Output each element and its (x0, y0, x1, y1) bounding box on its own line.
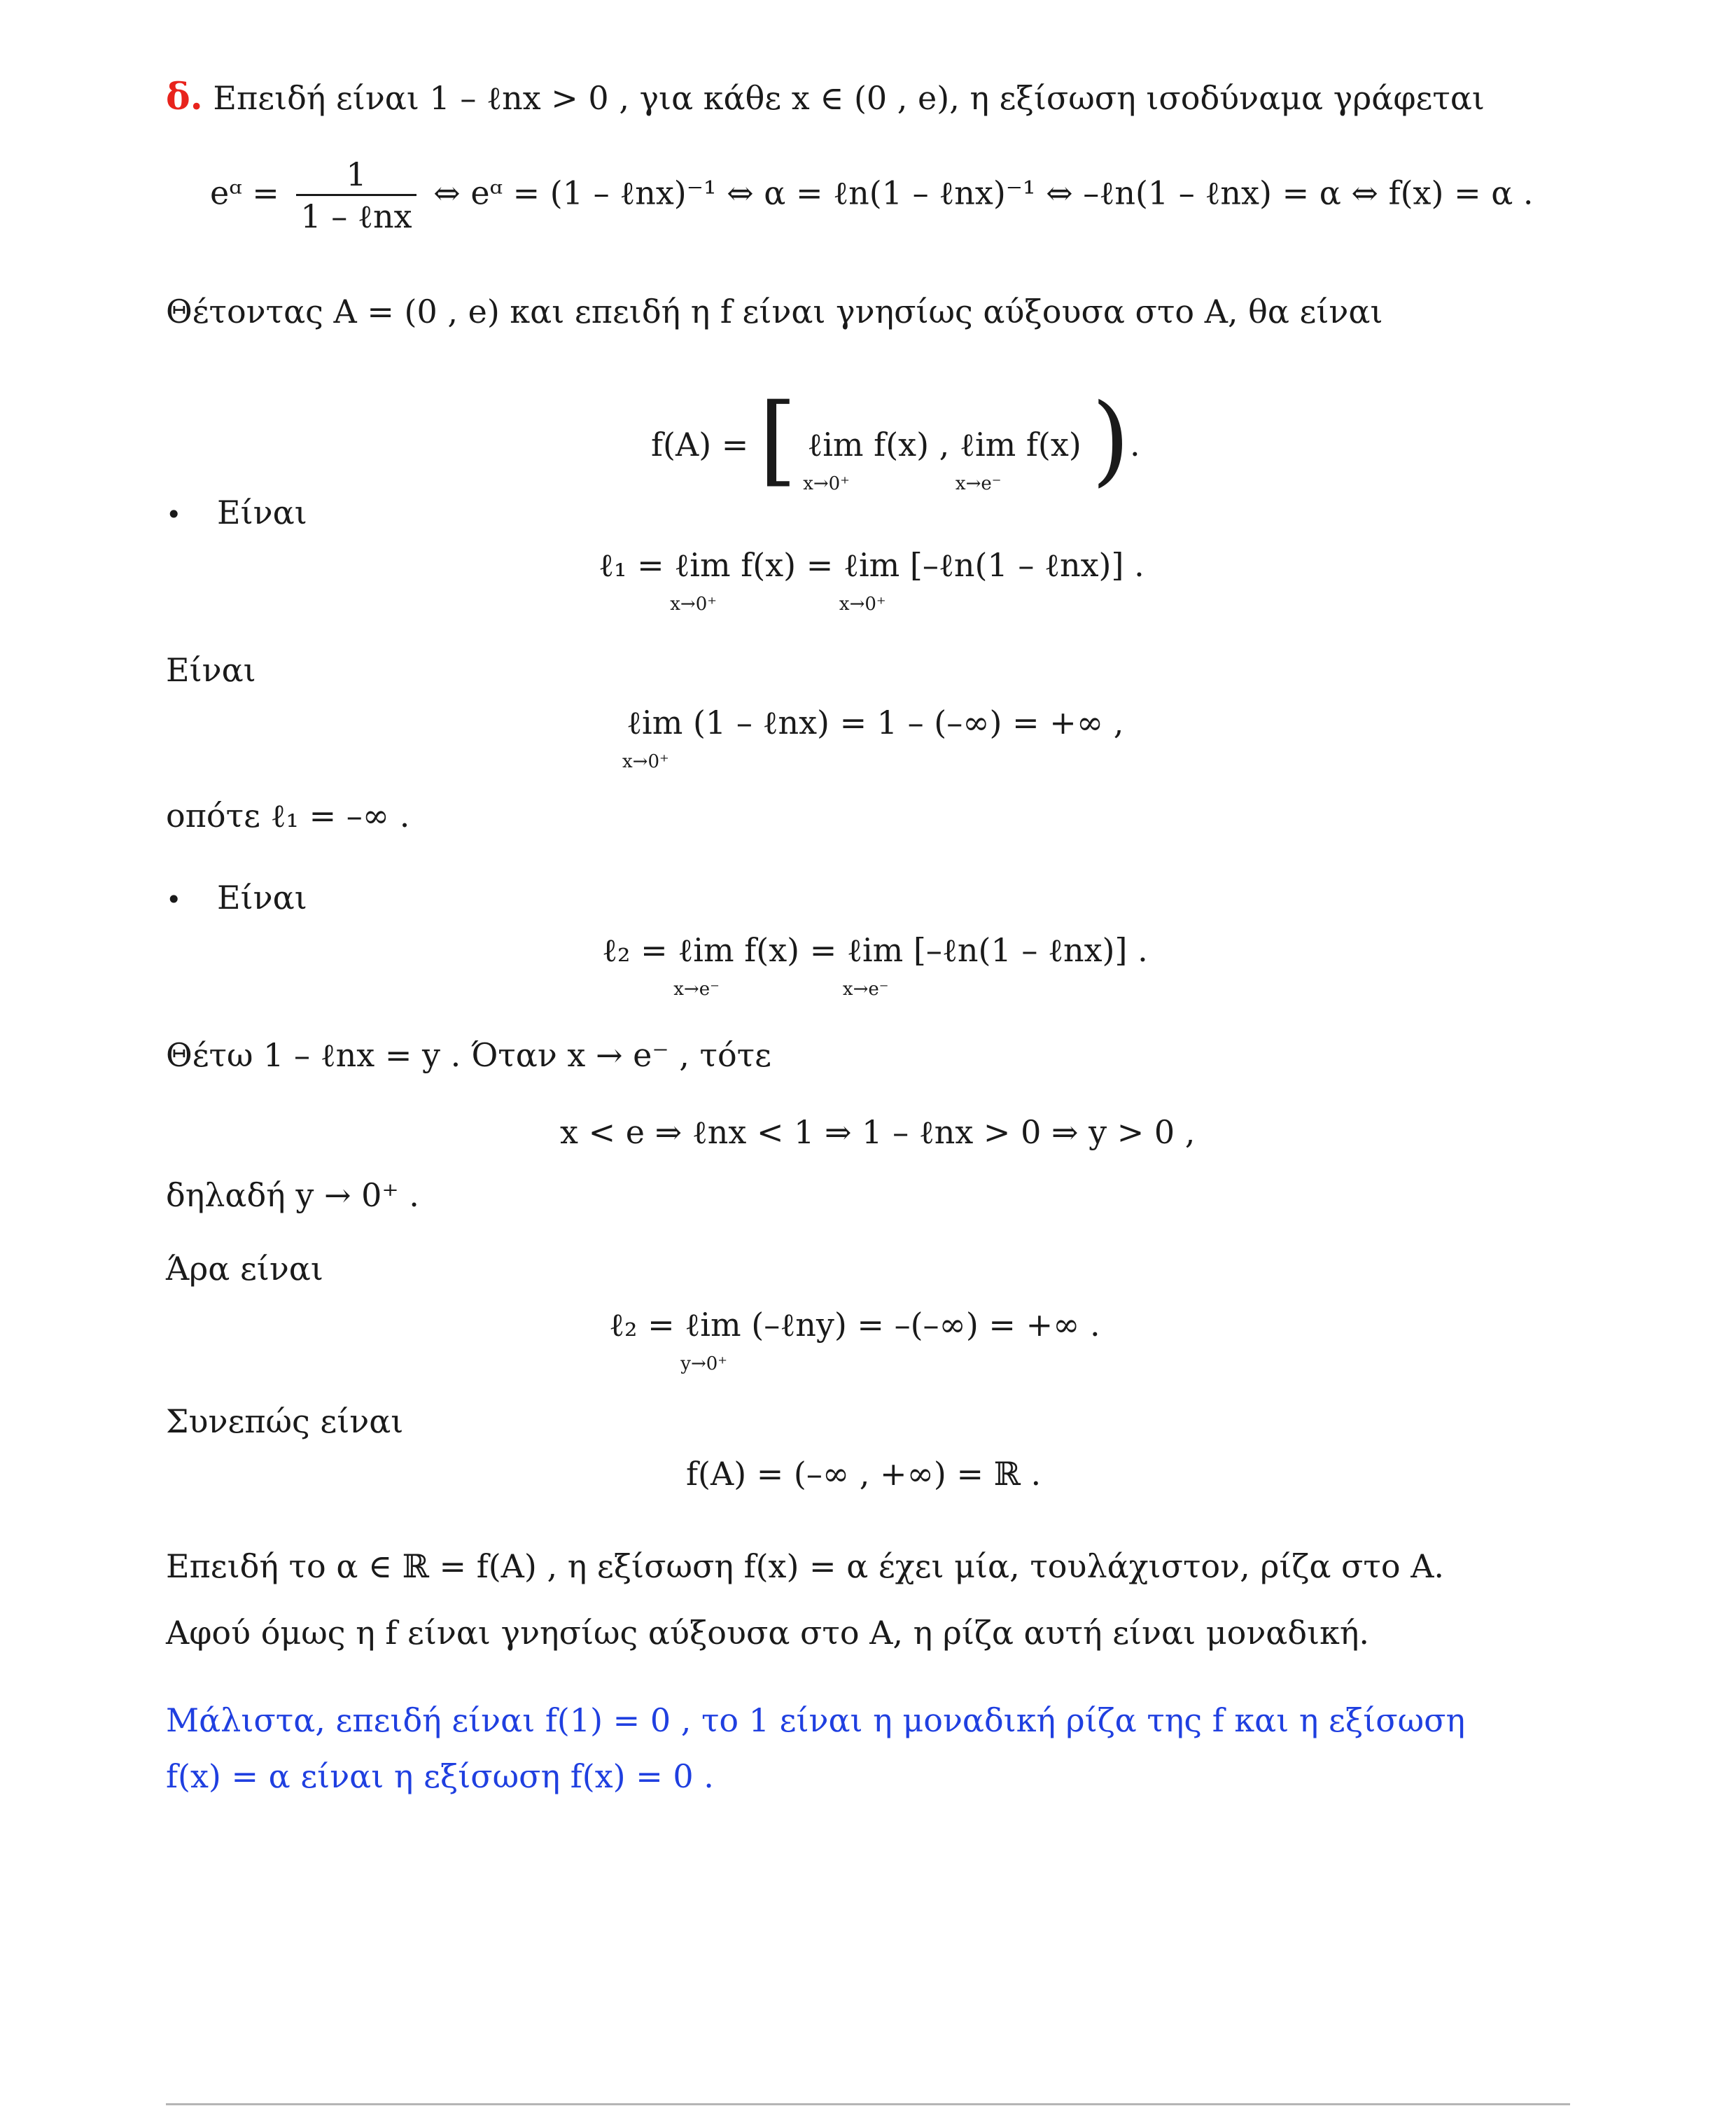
l2-left: ℓ₂ = (602, 931, 668, 969)
eq1-denominator: 1 – ℓnx (296, 194, 416, 236)
footer-divider (166, 2103, 1570, 2105)
bullet-item-2 (166, 879, 307, 917)
inner-limit (622, 704, 1124, 772)
synepos-text: Συνεπώς είναι (166, 1402, 404, 1440)
inner-limit-expr: ℓim (1 – ℓnx) = 1 – (–∞) = +∞ , (626, 704, 1124, 741)
fa-comma: , (939, 426, 950, 463)
equation-fa-reals (686, 1455, 1041, 1493)
eq1-rest: ⇔ eᵅ = (1 – ℓnx)⁻¹ ⇔ α = ℓn(1 – ℓnx)⁻¹ ⇔ –ℓn(1 – ℓnx) = α ⇔ f(x) = α . (433, 174, 1534, 212)
l1-limit-2-expr: ℓim [–ℓn(1 – ℓnx)] . (843, 546, 1144, 584)
l2b-left: ℓ₂ = (609, 1306, 675, 1344)
paragraph-uniqueness (166, 1614, 1369, 1652)
paragraph-substitution (166, 1036, 771, 1075)
note-text-2: f(x) = α είναι η εξίσωση f(x) = 0 . (166, 1757, 714, 1795)
equation-implication-chain (560, 1113, 1195, 1152)
l2-limit-2-expr: ℓim [–ℓn(1 – ℓnx)] . (846, 931, 1148, 969)
section-label: δ. (166, 76, 203, 118)
paragraph-intro (166, 76, 1485, 119)
l2b-limit-expr: ℓim (–ℓny) = –(–∞) = +∞ . (685, 1306, 1100, 1344)
paragraph-opote (166, 797, 410, 835)
l2b-limit (680, 1306, 1100, 1374)
limit-at-zero-sub: x→0⁺ (803, 473, 850, 494)
uniqueness-text: Αφού όμως η f είναι γνησίως αύξουσα στο A, η ρίζα αυτή είναι μοναδική. (166, 1614, 1370, 1652)
einai-text: Είναι (166, 651, 256, 689)
l2-limit-2 (842, 931, 1148, 1000)
paragraph-dilady (166, 1176, 419, 1215)
set-a-text: Θέτοντας A = (0 , e) και επειδή η f είναι γνησίως αύξουσα στο A, θα είναι (166, 293, 1383, 330)
l2-limit-1 (673, 931, 837, 1000)
paragraph-synepos (166, 1402, 403, 1441)
bracket-open: [ (758, 383, 797, 497)
l2-limit-1-expr: ℓim f(x) = (678, 931, 837, 969)
bullet-text: Είναι (217, 494, 307, 531)
limit-at-zero-expr: ℓim f(x) (807, 426, 930, 463)
ara-text: Άρα είναι (166, 1250, 323, 1288)
implication-chain: x < e ⇒ ℓnx < 1 ⇒ 1 – ℓnx > 0 ⇒ y > 0 , (560, 1113, 1196, 1151)
l2-limit-1-sub: x→e⁻ (673, 979, 720, 1000)
bullet-mark: • (166, 884, 182, 915)
existence-text: Επειδή το α ∈ ℝ = f(A) , η εξίσωση f(x) = α έχει μία, τουλάχιστον, ρίζα στο A. (166, 1547, 1445, 1585)
fa-reals: f(A) = (–∞ , +∞) = ℝ . (686, 1455, 1042, 1493)
paragraph-ara (166, 1250, 323, 1288)
l1-limit-1-sub: x→0⁺ (670, 594, 717, 615)
eq1-fraction (296, 155, 416, 236)
limit-at-e-expr: ℓim f(x) (959, 426, 1082, 463)
limit-at-e (955, 426, 1082, 494)
equation-limit-inner (622, 704, 1124, 772)
fa-left: f(A) = (651, 426, 749, 463)
paragraph-einai (166, 651, 256, 690)
l1-limit-1-expr: ℓim f(x) = (674, 546, 834, 584)
limit-at-e-sub: x→e⁻ (955, 473, 1002, 494)
inner-limit-sub: x→0⁺ (622, 751, 669, 772)
paragraph-existence (166, 1547, 1444, 1586)
note-text-1: Μάλιστα, επειδή είναι f(1) = 0 , το 1 είναι η μοναδική ρίζα της f και η εξίσωση (166, 1701, 1466, 1739)
bullet-text: Είναι (217, 879, 307, 916)
l1-limit-1 (670, 546, 834, 615)
paragraph-set-a (166, 293, 1382, 331)
dilady-text: δηλαδή y → 0⁺ . (166, 1176, 419, 1214)
bullet-item-1 (166, 494, 307, 532)
eq1-numerator: 1 (346, 155, 367, 193)
note-line-2 (166, 1757, 714, 1796)
l1-limit-2-sub: x→0⁺ (839, 594, 886, 615)
opote-text: οπότε ℓ₁ = –∞ . (166, 797, 410, 835)
note-line-1 (166, 1701, 1465, 1740)
eq1-left: eᵅ = (210, 174, 279, 212)
substitution-text: Θέτω 1 – ℓnx = y . Όταν x → e⁻ , τότε (166, 1036, 771, 1074)
bullet-mark: • (166, 499, 182, 530)
equation-fa-limits (651, 383, 1140, 506)
equation-l1 (598, 546, 1144, 615)
paren-close: ) (1091, 383, 1130, 497)
equation-l2-final (609, 1306, 1100, 1374)
intro-text: Επειδή είναι 1 – ℓnx > 0 , για κάθε x ∈ (0 , e), η εξίσωση ισοδύναμα γράφεται (213, 79, 1485, 117)
l1-left: ℓ₁ = (598, 546, 664, 584)
l2-limit-2-sub: x→e⁻ (842, 979, 889, 1000)
l1-limit-2 (839, 546, 1144, 615)
equation-l2 (602, 931, 1148, 1000)
limit-at-zero (803, 426, 930, 494)
fa-end: . (1130, 426, 1140, 463)
equation-exponential (210, 155, 1534, 236)
l2b-limit-sub: y→0⁺ (680, 1353, 728, 1374)
